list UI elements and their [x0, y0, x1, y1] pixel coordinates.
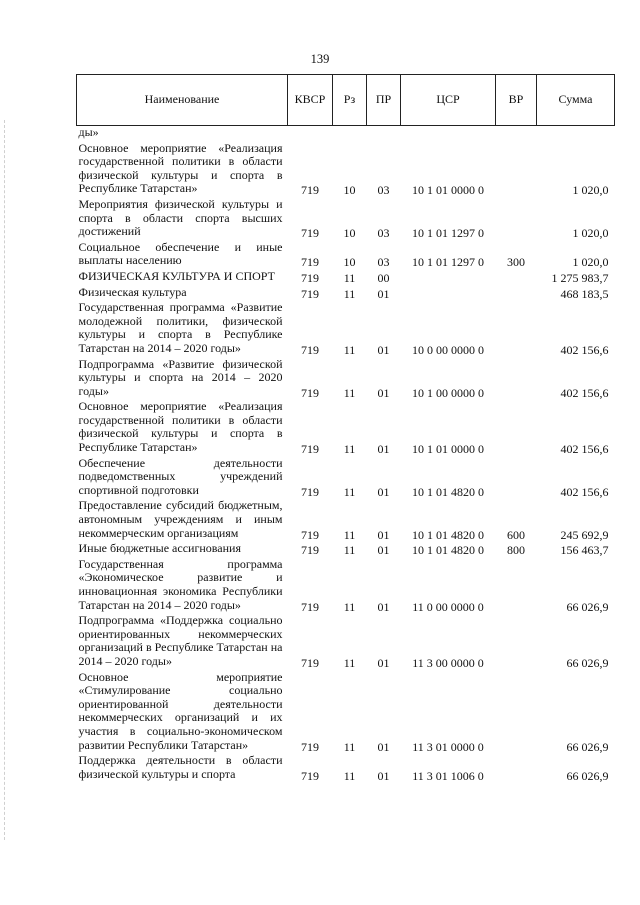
- cell-rz: 11: [343, 768, 356, 783]
- cell-sum: 156 463,7: [560, 543, 609, 558]
- cell-name: Основное мероприятие «Реализация государственной политики в области физической культуры и спорта в Республике Татарстан»: [78, 140, 283, 196]
- cell-pr: 01: [377, 655, 390, 670]
- cell-rz: 11: [343, 655, 356, 670]
- cell-csr: 10 1 01 0000 0: [412, 183, 484, 198]
- cell-csr: 10 1 01 4820 0: [412, 484, 484, 499]
- table-row: [77, 301, 615, 357]
- cell-name: Предоставление субсидий бюджетным, автономным учреждениям и иным некоммерческим организациям: [78, 498, 283, 540]
- cell-pr: 03: [377, 183, 390, 198]
- cell-rz: 11: [343, 286, 356, 301]
- cell-vr: 300: [507, 255, 525, 270]
- cell-csr: 11 0 00 0000 0: [412, 599, 484, 614]
- table-row: [77, 270, 615, 286]
- cell-vr: [496, 754, 537, 783]
- cell-name: Основное мероприятие «Стимулирование социально ориентированной деятельности некоммерческих организаций и их участия в социально-экономическом развитии Республики Татарстан»: [78, 669, 283, 752]
- cell-pr: 01: [377, 342, 390, 357]
- table-body: [77, 126, 615, 784]
- table-row: [77, 286, 615, 302]
- cell-name: Основное мероприятие «Реализация государственной политики в области физической культуры и спорта в Республике Татарстан»: [78, 399, 283, 455]
- cell-pr: 01: [377, 768, 390, 783]
- cell-rz: 11: [343, 739, 356, 754]
- cell-name: ФИЗИЧЕСКАЯ КУЛЬТУРА И СПОРТ: [78, 268, 275, 283]
- page-number: 139: [310, 52, 330, 66]
- cell-sum: 66 026,9: [566, 768, 609, 783]
- cell-pr: 01: [377, 527, 390, 542]
- cell-csr: [401, 270, 496, 286]
- cell-name: Государственная программа «Развитие молодежной политики, физической культуры и спорта в Республике Татарстан на 2014 – 2020 годы»: [78, 300, 283, 355]
- header-vr: ВР: [496, 75, 537, 126]
- cell-pr: 00: [377, 270, 390, 285]
- cell-csr: [401, 126, 496, 142]
- cell-csr: 10 1 01 1297 0: [412, 255, 484, 270]
- cell-name: Иные бюджетные ассигнования: [78, 541, 241, 556]
- cell-pr: 01: [377, 484, 390, 499]
- cell-kvsr: 719: [301, 342, 319, 357]
- header-kvsr: КВСР: [288, 75, 333, 126]
- cell-csr: 10 1 01 1297 0: [412, 226, 484, 241]
- cell-rz: 11: [343, 442, 356, 457]
- cell-sum: 402 156,6: [560, 484, 609, 499]
- cell-sum: 402 156,6: [560, 342, 609, 357]
- cell-vr: 800: [507, 543, 525, 558]
- cell-rz: 11: [343, 599, 356, 614]
- cell-csr: 11 3 01 0000 0: [412, 739, 484, 754]
- table-header: [77, 75, 615, 126]
- cell-pr: 01: [377, 385, 390, 400]
- header-pr: ПР: [367, 75, 401, 126]
- cell-pr: 01: [377, 739, 390, 754]
- cell-name: Подпрограмма «Поддержка социально ориентированных некоммерческих организаций в Республике Татарстан на 2014 – 2020 годы»: [78, 613, 283, 668]
- cell-kvsr: 719: [301, 739, 319, 754]
- cell-rz: 11: [343, 543, 356, 558]
- cell-csr: 11 3 00 0000 0: [412, 655, 484, 670]
- cell-vr: 600: [507, 527, 525, 542]
- table-row: [77, 614, 615, 670]
- cell-sum: 1 020,0: [572, 255, 609, 270]
- budget-table: [76, 74, 615, 783]
- cell-pr: 03: [377, 255, 390, 270]
- header-sum: Сумма: [537, 75, 615, 126]
- cell-csr: 10 1 01 0000 0: [412, 442, 484, 457]
- cell-kvsr: 719: [301, 183, 319, 198]
- cell-kvsr: 719: [301, 543, 319, 558]
- table-row: [77, 198, 615, 241]
- cell-rz: 11: [343, 484, 356, 499]
- cell-sum: 66 026,9: [566, 655, 609, 670]
- cell-rz: 11: [343, 270, 356, 285]
- cell-name: Обеспечение деятельности подведомственных учреждений спортивной подготовки: [78, 455, 283, 497]
- cell-pr: 01: [377, 286, 390, 301]
- cell-kvsr: 719: [301, 655, 319, 670]
- table-row: [77, 142, 615, 198]
- cell-rz: 10: [343, 183, 356, 198]
- table-row: [77, 241, 615, 270]
- table-row: [77, 126, 615, 142]
- cell-vr: [496, 558, 537, 614]
- table-row: [77, 754, 615, 783]
- header-name: Наименование: [77, 75, 288, 126]
- cell-vr: [496, 614, 537, 670]
- cell-kvsr: 719: [301, 527, 319, 542]
- cell-name: Государственная программа «Экономическое развитие и инновационная экономика Республики Татарстан на 2014 – 2020 годы»: [78, 556, 283, 612]
- cell-kvsr: 719: [301, 385, 319, 400]
- table-row: [77, 358, 615, 401]
- header-rz: Рз: [333, 75, 367, 126]
- cell-sum: 402 156,6: [560, 442, 609, 457]
- cell-kvsr: [288, 126, 333, 142]
- cell-kvsr: 719: [301, 442, 319, 457]
- cell-vr: [496, 270, 537, 286]
- cell-kvsr: 719: [301, 599, 319, 614]
- table-row: [77, 542, 615, 558]
- cell-kvsr: 719: [301, 286, 319, 301]
- table-row: [77, 558, 615, 614]
- cell-pr: 01: [377, 599, 390, 614]
- cell-name: Физическая культура: [78, 284, 187, 299]
- cell-pr: 01: [377, 543, 390, 558]
- cell-csr: 10 1 01 4820 0: [412, 527, 484, 542]
- cell-csr: 10 0 00 0000 0: [412, 342, 484, 357]
- cell-pr: [367, 126, 401, 142]
- cell-csr: 10 1 01 4820 0: [412, 543, 484, 558]
- cell-vr: [496, 126, 537, 142]
- cell-kvsr: 719: [301, 484, 319, 499]
- cell-vr: [496, 671, 537, 755]
- cell-kvsr: 719: [301, 255, 319, 270]
- header-csr: ЦСР: [401, 75, 496, 126]
- cell-csr: 11 3 01 1006 0: [412, 768, 484, 783]
- cell-vr: [496, 457, 537, 500]
- scan-edge-mark: [4, 120, 6, 840]
- cell-vr: [496, 286, 537, 302]
- cell-name: Подпрограмма «Развитие физической культуры и спорта на 2014 – 2020 годы»: [78, 356, 283, 398]
- table-row: [77, 671, 615, 755]
- table-row: [77, 499, 615, 542]
- cell-csr: [401, 286, 496, 302]
- cell-sum: 468 183,5: [560, 286, 609, 301]
- cell-vr: [496, 301, 537, 357]
- cell-name: Социальное обеспечение и иные выплаты населению: [78, 239, 283, 268]
- cell-rz: 11: [343, 342, 356, 357]
- cell-vr: [496, 142, 537, 198]
- cell-rz: 10: [343, 226, 356, 241]
- cell-name: ды»: [78, 125, 99, 139]
- cell-name: Поддержка деятельности в области физической культуры и спорта: [78, 753, 283, 781]
- cell-sum: 402 156,6: [560, 385, 609, 400]
- cell-sum: 66 026,9: [566, 599, 609, 614]
- cell-rz: [333, 126, 367, 142]
- cell-vr: [496, 198, 537, 241]
- cell-sum: 245 692,9: [560, 527, 609, 542]
- cell-name: Мероприятия физической культуры и спорта в области спорта высших достижений: [78, 196, 283, 239]
- cell-kvsr: 719: [301, 226, 319, 241]
- cell-sum: [537, 126, 615, 142]
- table-row: [77, 400, 615, 456]
- cell-pr: 01: [377, 442, 390, 457]
- cell-rz: 11: [343, 527, 356, 542]
- cell-sum: 1 020,0: [572, 226, 609, 241]
- cell-vr: [496, 358, 537, 401]
- cell-kvsr: 719: [301, 270, 319, 285]
- cell-pr: 03: [377, 226, 390, 241]
- table-row: [77, 457, 615, 500]
- cell-sum: 1 020,0: [572, 183, 609, 198]
- cell-sum: 1 275 983,7: [551, 270, 609, 285]
- cell-vr: [496, 400, 537, 456]
- cell-sum: 66 026,9: [566, 739, 609, 754]
- cell-kvsr: 719: [301, 768, 319, 783]
- cell-rz: 11: [343, 385, 356, 400]
- cell-csr: 10 1 00 0000 0: [412, 385, 484, 400]
- cell-rz: 10: [343, 255, 356, 270]
